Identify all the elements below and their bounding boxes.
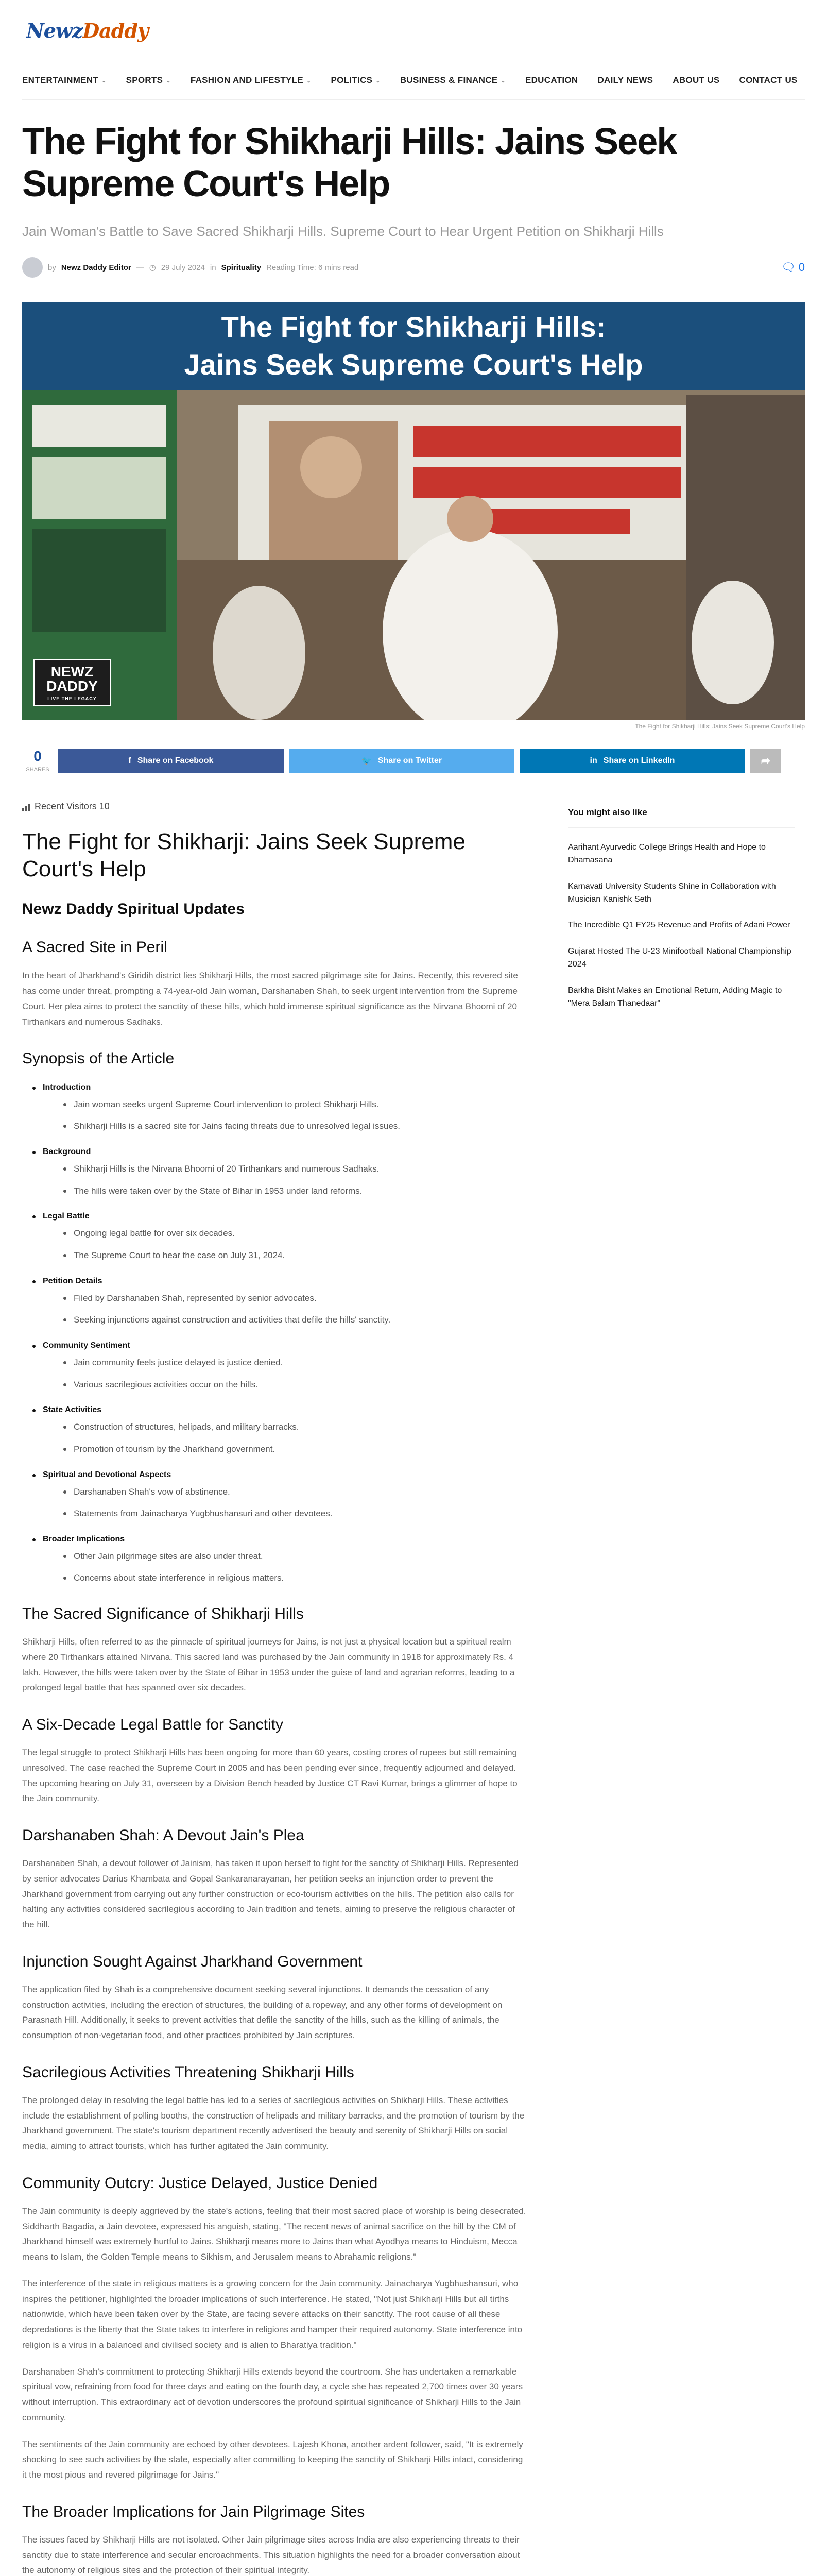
chevron-down-icon: ⌄ — [166, 77, 171, 84]
related-article-link[interactable]: Gujarat Hosted The U-23 Minifootball National Championship 2024 — [568, 947, 791, 969]
synopsis-section — [22, 1277, 527, 1327]
synopsis-item: Shikharji Hills is the Nirvana Bhoomi of 20 Tirthankars and numerous Sadhaks. — [74, 1163, 527, 1176]
synopsis-section-title: Broader Implications — [43, 1535, 527, 1544]
section-paragraph: Darshanaben Shah, a devout follower of Jainism, has taken it upon herself to fight for the sanctity of Shikharji Hills. Represented by senior advocates Darius Khambata and Gopal Sankaranarayanan, her petition seeks an injunction order to prevent the Jharkhand government from carrying out any further construction or eco-tourism activities on the hills. The petition also calls for halting any activities considered sacrilegious according to Jain tradition and tenets, aiming to preserve the religious character of the hill. — [22, 1858, 519, 1930]
synopsis-section-title: Legal Battle — [43, 1212, 527, 1221]
nav-item-entertainment[interactable]: ENTERTAINMENT ⌄ — [22, 75, 107, 85]
section-paragraph: The interference of the state in religious matters is a growing concern for the Jain community. Jainacharya Yugbhushansuri, who inspires the petitioner, highlighted the broader implications of such interference. He stated, "Not just Shikharji Hills but all tirths nationwide, which have been taken over by the State, are facing severe attacks on their sanctity. The root cause of all these depredations is the liberty that the State takes to interfere in religions and hamper their required autonomy. State interference into religion is a virus in a balanced and civilised society and is alien to Bharatiya tradition." — [22, 2278, 523, 2350]
section-paragraph: In the heart of Jharkhand's Giridih district lies Shikharji Hills, the most sacred pilgrimage site for Jains. Recently, this revered site has come under threat, prompting a 74-year-old Jain woman, Darshanaben Shah, to seek urgent intervention from the Supreme Court. Her plea aims to protect the sanctity of these hills, which hold immense spiritual significance as the Nirvana Bhoomi of 20 Tirthankars and numerous Sadhaks. — [22, 971, 518, 1027]
body-lead: Newz Daddy Spiritual Updates — [22, 900, 245, 918]
chevron-down-icon: ⌄ — [375, 77, 381, 84]
recent-visitors: Recent Visitors 10 — [22, 801, 527, 812]
synopsis-heading: Synopsis of the Article — [22, 1050, 175, 1067]
synopsis-section-title: Introduction — [43, 1083, 527, 1092]
related-list — [568, 841, 795, 1010]
synopsis-item: Promotion of tourism by the Jharkhand government. — [74, 1443, 527, 1456]
synopsis-item: Concerns about state interference in religious matters. — [74, 1572, 527, 1585]
section-heading: Sacrilegious Activities Threatening Shikharji Hills — [22, 2063, 354, 2081]
featured-image[interactable] — [22, 302, 805, 720]
by-label: by — [48, 263, 56, 272]
nav-item-daily-news[interactable]: DAILY NEWS — [597, 75, 653, 85]
synopsis-item: Seeking injunctions against construction and activities that defile the hills' sanctity. — [74, 1314, 527, 1327]
body-title: The Fight for Shikharji: Jains Seek Supreme Court's Help — [22, 829, 466, 882]
synopsis-item: Other Jain pilgrimage sites are also under threat. — [74, 1550, 527, 1563]
synopsis-item: Jain community feels justice delayed is justice denied. — [74, 1357, 527, 1369]
section-paragraph: The prolonged delay in resolving the legal battle has led to a series of sacrilegious activities on Shikharji Hills. These activities include the establishment of polling booths, the construction of helipads and military barracks, and the promotion of tourism by the Jharkhand government. The state's tourism department recently advertised the beauty and serenity of Shikharji Hills on social media, aiming to attract tourists, which has further agitated the Jain community. — [22, 2095, 525, 2151]
section-heading: A Sacred Site in Peril — [22, 938, 167, 956]
section-paragraph: The Jain community is deeply aggrieved by the state's actions, feeling that their most sacred place of worship is being desecrated. Siddharth Bagadia, a Jain devotee, expressed his anguish, stating, "The recent news of animal sacrifice on the hill by the CM of Jharkhand himself was extremely hurtful to Jains. Shikharji means more to Jains than what Ayodhya means to Hinduism, Mecca means to Islam, the Golden Temple means to Sikhism, and Jerusalem means to Abrahamic religions." — [22, 2206, 526, 2262]
facebook-icon: f — [128, 756, 131, 766]
header — [22, 0, 805, 61]
site-logo[interactable] — [22, 12, 148, 48]
synopsis-section — [22, 1470, 527, 1520]
share-facebook-button[interactable]: f Share on Facebook — [58, 749, 284, 773]
chevron-down-icon: ⌄ — [501, 77, 506, 84]
nav-item-sports[interactable]: SPORTS ⌄ — [126, 75, 171, 85]
sidebar-title: You might also like — [568, 807, 795, 828]
synopsis-list — [22, 1083, 527, 1585]
share-twitter-button[interactable]: 🐦 Share on Twitter — [289, 749, 514, 773]
share-bar — [22, 745, 805, 776]
comments-link[interactable] — [781, 261, 805, 274]
featured-headline: The Fight for Shikharji Hills: Jains Seek Supreme Court's Help — [22, 302, 805, 390]
synopsis-item: The hills were taken over by the State of Bihar in 1953 under land reforms. — [74, 1185, 527, 1198]
synopsis-item: Filed by Darshanaben Shah, represented by senior advocates. — [74, 1292, 527, 1305]
article-meta — [22, 257, 805, 278]
section-paragraph: The issues faced by Shikharji Hills are not isolated. Other Jain pilgrimage sites across India are also experiencing threats to their sanctity due to state interference and secular encroachments. This situation highlights the need for a broader conversation about the autonomy of religious sites and the protection of their spiritual integrity. — [22, 2534, 520, 2575]
sidebar — [568, 801, 795, 2576]
section-paragraph: The legal struggle to protect Shikharji Hills has been ongoing for more than 60 years, costing crores of rupees but still remaining unresolved. The case reached the Supreme Court in 2005 and has been pending ever since, frequently adjourned and delayed. The upcoming hearing on July 31, overseen by a Division Bench headed by Justice CT Ravi Kumar, brings a glimmer of hope to the Jain community. — [22, 1748, 518, 1804]
synopsis-section — [22, 1341, 527, 1391]
related-article-link[interactable]: The Incredible Q1 FY25 Revenue and Profits of Adani Power — [568, 921, 790, 930]
synopsis-section-title: Spiritual and Devotional Aspects — [43, 1470, 527, 1480]
author-avatar[interactable] — [22, 257, 43, 278]
synopsis-section — [22, 1083, 527, 1133]
section-heading: A Six-Decade Legal Battle for Sanctity — [22, 1716, 283, 1734]
synopsis-item: Darshanaben Shah's vow of abstinence. — [74, 1486, 527, 1499]
featured-credit: The Fight for Shikharji Hills: Jains Seek Supreme Court's Help — [635, 723, 805, 731]
related-article-link[interactable]: Barkha Bisht Makes an Emotional Return, Adding Magic to "Mera Balam Thanedaar" — [568, 986, 782, 1008]
share-linkedin-button[interactable]: in Share on LinkedIn — [520, 749, 745, 773]
section-heading: The Sacred Significance of Shikharji Hills — [22, 1605, 304, 1623]
section-heading: Darshanaben Shah: A Devout Jain's Plea — [22, 1827, 304, 1844]
synopsis-item: Statements from Jainacharya Yugbhushansuri and other devotees. — [74, 1507, 527, 1520]
nav-item-about-us[interactable]: ABOUT US — [673, 75, 720, 85]
featured-logo-badge: NEWZ DADDY LIVE THE LEGACY — [33, 659, 111, 706]
synopsis-section-title: Background — [43, 1147, 527, 1157]
section-heading: Injunction Sought Against Jharkhand Government — [22, 1953, 363, 1970]
nav-item-education[interactable]: EDUCATION — [525, 75, 578, 85]
synopsis-section — [22, 1147, 527, 1197]
nav-item-business-finance[interactable]: BUSINESS & FINANCE ⌄ — [400, 75, 506, 85]
related-article-link[interactable]: Karnavati University Students Shine in Collaboration with Musician Kanishk Seth — [568, 882, 776, 904]
bar-chart-icon — [22, 803, 30, 811]
article-subtitle: Jain Woman's Battle to Save Sacred Shikharji Hills. Supreme Court to Hear Urgent Petition on Shikharji Hills — [22, 224, 664, 240]
synopsis-item: Shikharji Hills is a sacred site for Jains facing threats due to unresolved legal issues. — [74, 1120, 527, 1133]
chevron-down-icon: ⌄ — [306, 77, 312, 84]
author-link[interactable]: Newz Daddy Editor — [61, 263, 131, 272]
section-heading: The Broader Implications for Jain Pilgrimage Sites — [22, 2503, 365, 2520]
meta-dash: — — [136, 263, 144, 272]
in-label: in — [210, 263, 216, 272]
article-body — [22, 801, 527, 2576]
logo-text: NewzDaddy — [26, 19, 148, 42]
section-paragraph: The sentiments of the Jain community are echoed by other devotees. Lajesh Khona, another ardent follower, said, "It is extremely shocking to see such activities by the state, especially after committing to keeping the sanctity of Shikharji Hills intact, considering it the most pious and revered pilgrimage for Jains." — [22, 2439, 523, 2480]
comment-count: 0 — [798, 261, 805, 274]
synopsis-item: The Supreme Court to hear the case on July 31, 2024. — [74, 1249, 527, 1262]
share-icon: ➦ — [761, 754, 771, 768]
related-article-link[interactable]: Aarihant Ayurvedic College Brings Health and Hope to Dhamasana — [568, 843, 766, 865]
chevron-down-icon: ⌄ — [101, 77, 107, 84]
comment-icon: 🗨 — [781, 261, 796, 274]
twitter-icon: 🐦 — [361, 757, 372, 766]
synopsis-item: Construction of structures, helipads, and military barracks. — [74, 1421, 527, 1434]
reading-time: Reading Time: 6 mins read — [266, 263, 359, 272]
main-nav — [22, 61, 805, 100]
synopsis-section — [22, 1405, 527, 1455]
linkedin-icon: in — [590, 756, 597, 766]
article-title: The Fight for Shikharji Hills: Jains Seek Supreme Court's Help — [22, 121, 677, 205]
synopsis-section-title: Community Sentiment — [43, 1341, 527, 1350]
share-count: 0 SHARES — [26, 748, 49, 773]
synopsis-section-title: Petition Details — [43, 1277, 527, 1286]
section-paragraph: Darshanaben Shah's commitment to protecting Shikharji Hills extends beyond the courtroom. She has undertaken a remarkable spiritual vow, refraining from food for three days and eating on the fourth day, a cycle she has repeated 2,700 times over 30 years without interruption. This extraordinary act of devotion underscores the profound spiritual significance of Shikharji Hills to the Jain community. — [22, 2366, 523, 2422]
share-more-button[interactable] — [750, 749, 781, 773]
synopsis-item: Jain woman seeks urgent Supreme Court intervention to protect Shikharji Hills. — [74, 1098, 527, 1111]
clock-icon: ◷ — [149, 263, 156, 273]
category-link[interactable]: Spirituality — [221, 263, 262, 272]
synopsis-item: Various sacrilegious activities occur on the hills. — [74, 1379, 527, 1392]
section-paragraph: The application filed by Shah is a comprehensive document seeking several injunctions. It demands the cessation of any construction activities, including the erection of structures, the building of a ropeway, and any other forms of development on Parasnath Hill. Additionally, it seeks to prevent activities that defile the sanctity of the hills, such as the killing of animals, the consumption of non-vegetarian food, and other practices prohibited by Jain scriptures. — [22, 1984, 503, 2041]
synopsis-section-title: State Activities — [43, 1405, 527, 1415]
synopsis-section — [22, 1212, 527, 1262]
synopsis-item: Ongoing legal battle for over six decades. — [74, 1227, 527, 1240]
publish-date: 29 July 2024 — [161, 263, 205, 272]
nav-item-contact-us[interactable]: CONTACT US — [739, 75, 798, 85]
section-heading: Community Outcry: Justice Delayed, Justice Denied — [22, 2174, 378, 2192]
nav-item-fashion-and-lifestyle[interactable]: FASHION AND LIFESTYLE ⌄ — [190, 75, 312, 85]
section-paragraph: Shikharji Hills, often referred to as the pinnacle of spiritual journeys for Jains, is not just a physical location but a spiritual realm where 20 Tirthankars attained Nirvana. This sacred land was purchased by the Jain community in 1918 for approximately Rs. 4 lakh. However, the hills were taken over by the State of Bihar in 1953 under the guise of land and agrarian reforms, leading to a prolonged legal battle that has spanned over six decades. — [22, 1637, 515, 1693]
synopsis-section — [22, 1535, 527, 1585]
nav-item-politics[interactable]: POLITICS ⌄ — [331, 75, 381, 85]
